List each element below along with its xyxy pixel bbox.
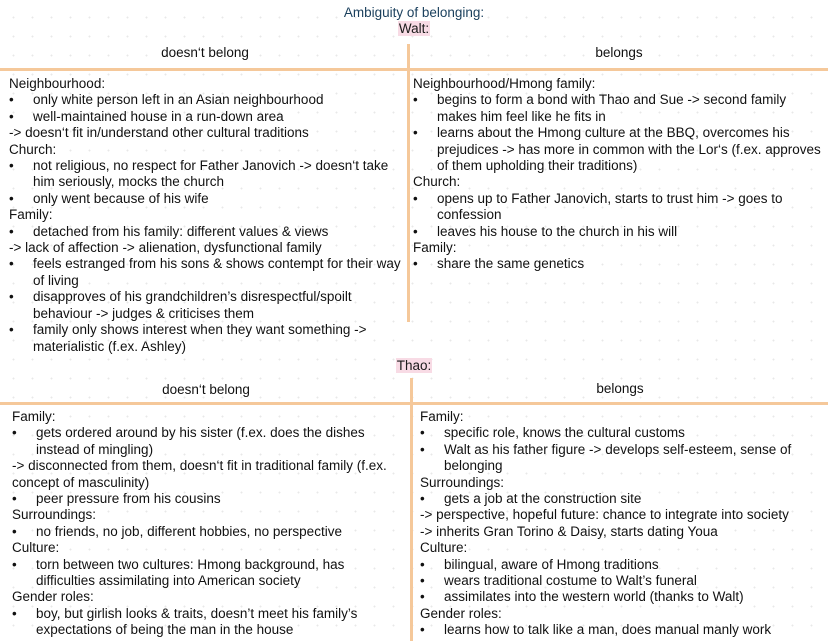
category-heading: Family: <box>12 409 56 424</box>
walt-header-divider <box>0 68 828 71</box>
list-item-text: gets ordered around by his sister (f.ex. does the dishes instead of mingling) <box>36 425 365 457</box>
bullet-icon: • <box>413 256 418 272</box>
category-heading: Church: <box>413 174 461 190</box>
list-item <box>420 557 825 573</box>
list-item <box>9 256 401 289</box>
bullet-icon: • <box>420 622 425 638</box>
walt-belongs-list <box>413 76 825 273</box>
list-item-text: peer pressure from his cousins <box>36 491 221 507</box>
bullet-icon: • <box>12 425 17 441</box>
walt-column-divider <box>407 44 410 322</box>
list-item-text: feels estranged from his sons & shows contempt for their way of living <box>33 256 401 288</box>
list-item <box>9 191 401 207</box>
category-heading: Neighbourhood: <box>9 76 106 91</box>
list-item-text: not religious, no respect for Father Janovich -> doesn‘t take him seriously, mocks the church <box>33 158 389 190</box>
bullet-icon: • <box>9 158 14 174</box>
list-item-text: wears traditional costume to Walt’s funeral <box>444 573 697 589</box>
list-item-text: bilingual, aware of Hmong traditions <box>444 556 659 572</box>
category-heading: Family: <box>420 409 464 424</box>
section-title-thao <box>0 358 828 374</box>
category-heading: Surroundings: <box>420 474 505 490</box>
thao-column-divider <box>410 378 413 641</box>
list-item-text: assimilates into the western world (thanks to Walt) <box>444 589 744 605</box>
walt-left-header: doesn‘t belong <box>161 45 249 60</box>
bullet-icon: • <box>9 92 14 108</box>
bullet-icon: • <box>420 425 425 441</box>
list-item-text: opens up to Father Janovich, starts to trust him -> goes to confession <box>437 190 783 223</box>
consequence-note: -> disconnected from them, doesn‘t fit in traditional family (f.ex. concept of masculinity) <box>12 458 387 490</box>
list-item-text: only white person left in an Asian neighbourhood <box>33 92 324 108</box>
bullet-icon: • <box>420 491 425 507</box>
bullet-icon: • <box>9 256 14 272</box>
walt-right-header: belongs <box>595 45 643 60</box>
list-item-text: begins to form a bond with Thao and Sue -> second family makes him feel like he fits in <box>437 92 787 124</box>
category-heading: Culture: <box>420 540 468 556</box>
category-heading: Family: <box>413 240 457 256</box>
list-item <box>9 92 401 108</box>
thao-header-divider <box>0 402 828 405</box>
list-item <box>420 573 825 589</box>
list-item <box>413 191 825 224</box>
thao-right-header: belongs <box>596 381 644 396</box>
list-item <box>420 589 825 605</box>
walt-label: Walt: <box>398 21 430 36</box>
list-item <box>413 125 825 174</box>
bullet-icon: • <box>420 556 425 572</box>
bullet-icon: • <box>12 605 17 621</box>
category-heading: Neighbourhood/Hmong family: <box>413 76 596 91</box>
bullet-icon: • <box>12 556 17 572</box>
list-item-text: Walt as his father figure -> develops self-esteem, sense of belonging <box>444 441 792 474</box>
list-item <box>9 109 401 125</box>
walt-doesnt-belong-list <box>9 76 401 355</box>
bullet-icon: • <box>9 108 14 124</box>
list-item <box>413 224 825 240</box>
list-item <box>9 158 401 191</box>
list-item-text: leaves his house to the church in his will <box>437 223 678 239</box>
list-item <box>9 322 401 355</box>
consequence-note: -> perspective, hopeful future: chance to integrate into society <box>420 507 789 523</box>
bullet-icon: • <box>413 92 418 108</box>
list-item-text: detached from his family: different values & views <box>33 223 329 239</box>
list-item-text: only went because of his wife <box>33 190 209 206</box>
consequence-note: -> doesn‘t fit in/understand other cultural traditions <box>9 125 309 141</box>
bullet-icon: • <box>413 223 418 239</box>
bullet-icon: • <box>9 223 14 239</box>
category-heading: Family: <box>9 207 53 223</box>
list-item <box>420 491 825 507</box>
list-item-text: torn between two cultures: Hmong background, has difficulties assimilating into American society <box>36 556 345 589</box>
list-item <box>12 606 404 639</box>
page-title <box>0 5 828 21</box>
list-item-text: gets a job at the construction site <box>444 491 642 507</box>
list-item-text: specific role, knows the cultural customs <box>444 425 685 441</box>
bullet-icon: • <box>12 523 17 539</box>
list-item-text: learns about the Hmong culture at the BBQ, overcomes his prejudices -> has more in common with the Lor‘s (f.ex. approves of them upholding their traditions) <box>437 125 821 174</box>
bullet-icon: • <box>12 491 17 507</box>
bullet-icon: • <box>413 125 418 141</box>
category-heading: Gender roles: <box>420 605 502 621</box>
list-item-text: boy, but girlish looks & traits, doesn’t meet his family’s expectations of being the man in the house <box>36 605 358 638</box>
list-item-text: share the same genetics <box>437 256 585 272</box>
list-item <box>9 289 401 322</box>
bullet-icon: • <box>9 190 14 206</box>
list-item-text: learns how to talk like a man, does manual manly work <box>444 622 772 638</box>
thao-belongs-list <box>420 409 825 639</box>
bullet-icon: • <box>9 322 14 338</box>
bullet-icon: • <box>9 289 14 305</box>
list-item <box>12 524 404 540</box>
category-heading: Surroundings: <box>12 507 97 523</box>
list-item <box>413 256 825 272</box>
consequence-note: -> inherits Gran Torino & Daisy, starts dating Youa <box>420 523 718 539</box>
bullet-icon: • <box>420 441 425 457</box>
bullet-icon: • <box>413 190 418 206</box>
thao-doesnt-belong-list <box>12 409 404 639</box>
category-heading: Gender roles: <box>12 589 94 605</box>
list-item-text: family only shows interest when they want something -> materialistic (f.ex. Ashley) <box>33 322 367 354</box>
consequence-note: -> lack of affection -> alienation, dysfunctional family <box>9 240 322 256</box>
bullet-icon: • <box>420 573 425 589</box>
section-title-walt <box>0 21 828 37</box>
thao-label: Thao: <box>396 358 432 373</box>
list-item <box>12 557 404 590</box>
title-text: Ambiguity of belonging: <box>343 5 485 20</box>
list-item <box>420 442 825 475</box>
list-item-text: no friends, no job, different hobbies, no perspective <box>36 523 342 539</box>
list-item <box>413 92 825 125</box>
list-item <box>420 622 825 638</box>
bullet-icon: • <box>420 589 425 605</box>
list-item <box>12 491 404 507</box>
list-item-text: well-maintained house in a run-down area <box>33 108 284 124</box>
thao-left-header: doesn‘t belong <box>162 382 250 397</box>
list-item <box>12 425 404 458</box>
list-item <box>420 425 825 441</box>
category-heading: Church: <box>9 141 57 157</box>
list-item <box>9 224 401 240</box>
list-item-text: disapproves of his grandchildren’s disrespectful/spoilt behaviour -> judges & criticises them <box>33 289 352 321</box>
category-heading: Culture: <box>12 540 60 556</box>
